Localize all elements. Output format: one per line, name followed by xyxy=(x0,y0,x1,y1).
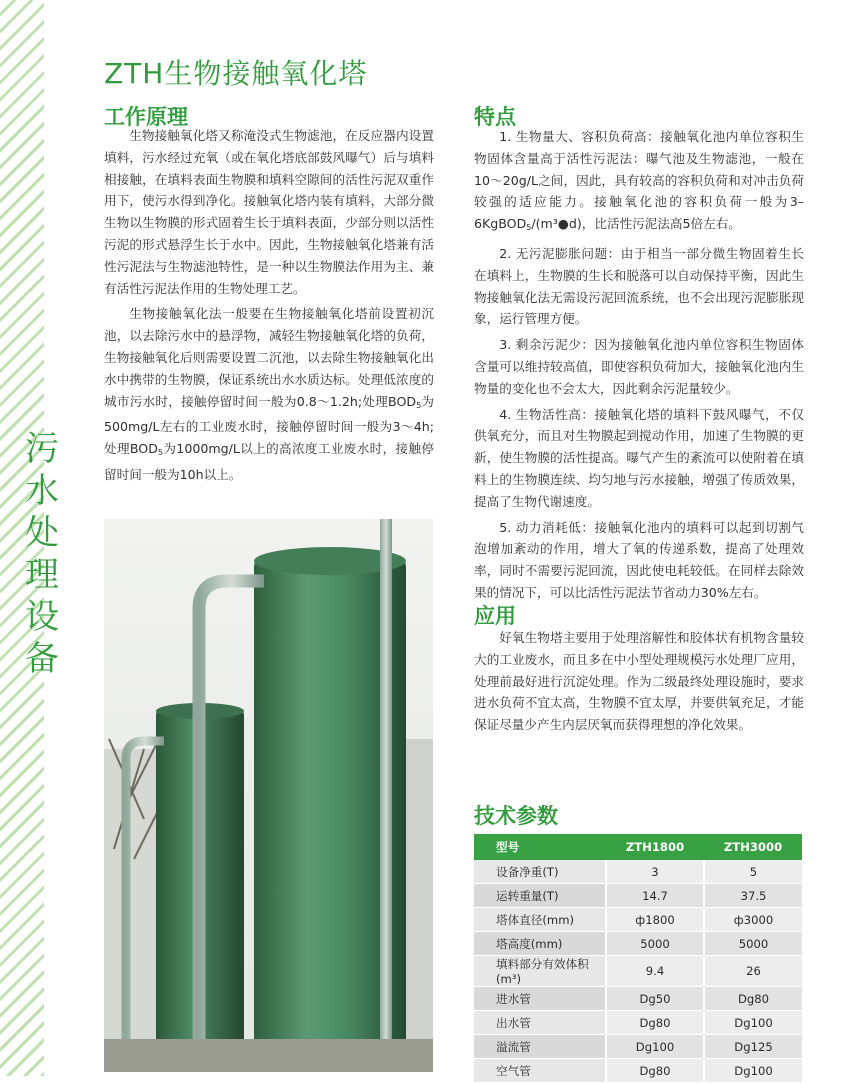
feature-item: 3. 剩余污泥少：因为接触氧化池内单位容积生物固体含量可以维持较高值，即使容积负荷加大，接触氧化池内生物量的变化也不会太大，因此剩余污泥量较少。 xyxy=(474,337,804,396)
application-heading: 应用 xyxy=(474,604,516,628)
table-row: 溢流管 Dg100 Dg125 xyxy=(474,1035,802,1059)
application-text: 好氧生物塔主要用于处理溶解性和胶体状有机物含量较大的工业废水，而且多在中小型处理规模污水处理厂应用，处理前最好进行沉淀处理。作为二级最终处理设施时，要求进水负荷不宜太高，生物膜不宜太厚，并要供氧充足，才能保证尽量少产生内层厌氧而获得理想的净化效果。 xyxy=(474,630,804,733)
table-row: 进水管 Dg50 Dg80 xyxy=(474,987,802,1011)
feature-item: 5. 动力消耗低：接触氧化池内的填料可以起到切割气泡增加紊动的作用，增大了氧的传递系数，提高了处理效率，同时不需要污泥回流，因此使电耗较低。在同样去除效果的情况下，可以比活性污泥法节省动力30%左右。 xyxy=(474,519,804,600)
table-row: 运转重量(T) 14.7 37.5 xyxy=(474,884,802,908)
principle-paragraph-2: 生物接触氧化法一般要在生物接触氧化塔前设置初沉池，以去除污水中的悬浮物，减轻生物接触氧化塔的负荷，生物接触氧化后则需要设置二沉池，以去除生物接触氧化出水中携带的生物膜，保证系统出水水质达标。处理低浓度的城市污水时，接触停留时间一般为0.8～1.2h;处理$BOD_5$为500mg/L左右的工业废水时，接触停留时间一般为3～4h;处理$BOD_5$为1000mg/L以上的高浓度工业废水时，接触停留时间一般为10h以上。 xyxy=(104,306,435,482)
water-tower-photo xyxy=(104,519,433,1072)
specs-heading: 技术参数 xyxy=(474,804,558,828)
feature-item: 4. 生物活性高：接触氧化塔的填料下鼓风曝气，不仅供氧充分，而且对生物膜起到搅动作用，加速了生物膜的更新，使生物膜的活性提高。曝气产生的紊流可以使附着在填料上的生物膜连续、均匀地与污水接触，增强了传质效果，提高了生物代谢速度。 xyxy=(474,406,804,509)
side-title: 污 水 处 理 设 备 xyxy=(25,429,59,679)
feature-item: 2. 无污泥膨胀问题：由于相当一部分微生物固着生长在填料上，生物膜的生长和脱落可以自动保持平衡，因此生物接触氧化法无需设污泥回流系统，也不会出现污泥膨胀现象，运行管理方便。 xyxy=(474,245,804,327)
principle-paragraph-1: 生物接触氧化塔又称淹没式生物滤池，在反应器内设置填料，污水经过充氧（或在氧化塔底部鼓风曝气）后与填料相接触，在填料表面生物膜和填料空隙间的活性污泥双重作用下，使污水得到净化。接触氧化塔内装有填料，大部分微生物以生物膜的形式固着生长于填料表面，少部分则以活性污泥的形式悬浮生长于水中。因此，生物接触氧化塔兼有活性污泥法与生物滤池特性，是一种以生物膜法作用为主、兼有活性污泥法作用的生物处理工艺。 xyxy=(104,128,434,296)
table-row: 空气管 Dg80 Dg100 xyxy=(474,1059,802,1083)
features-text xyxy=(474,126,804,604)
table-row: 出水管 Dg80 Dg100 xyxy=(474,1011,802,1035)
principle-text xyxy=(104,125,434,486)
table-row: 填料部分有效体积(m³) 9.4 26 xyxy=(474,956,802,987)
feature-item: 1. 生物量大、容积负荷高：接触氧化池内单位容积生物固体含量高于活性污泥法：曝气池及生物滤池，一般在10～20g/L之间，因此，具有较高的容积负荷和对冲击负荷较强的适应能力。接触氧化池的容积负荷一般为3–6KgBOD$_5$/(m³●d)，比活性污泥法高5倍左右。 xyxy=(474,129,804,233)
specs-table xyxy=(474,834,802,1083)
table-row: 设备净重(T) 3 5 xyxy=(474,860,802,884)
page-title: ZTH生物接触氧化塔 xyxy=(104,57,368,90)
column-header: ZTH3000 xyxy=(704,834,802,860)
table-row: 塔高度(mm) 5000 5000 xyxy=(474,932,802,956)
principle-heading: 工作原理 xyxy=(104,105,188,129)
column-header: 型号 xyxy=(474,834,606,860)
table-row: 塔体直径(mm) ф1800 ф3000 xyxy=(474,908,802,932)
column-header: ZTH1800 xyxy=(606,834,704,860)
features-heading: 特点 xyxy=(474,105,516,129)
specs-header-row xyxy=(474,834,802,860)
